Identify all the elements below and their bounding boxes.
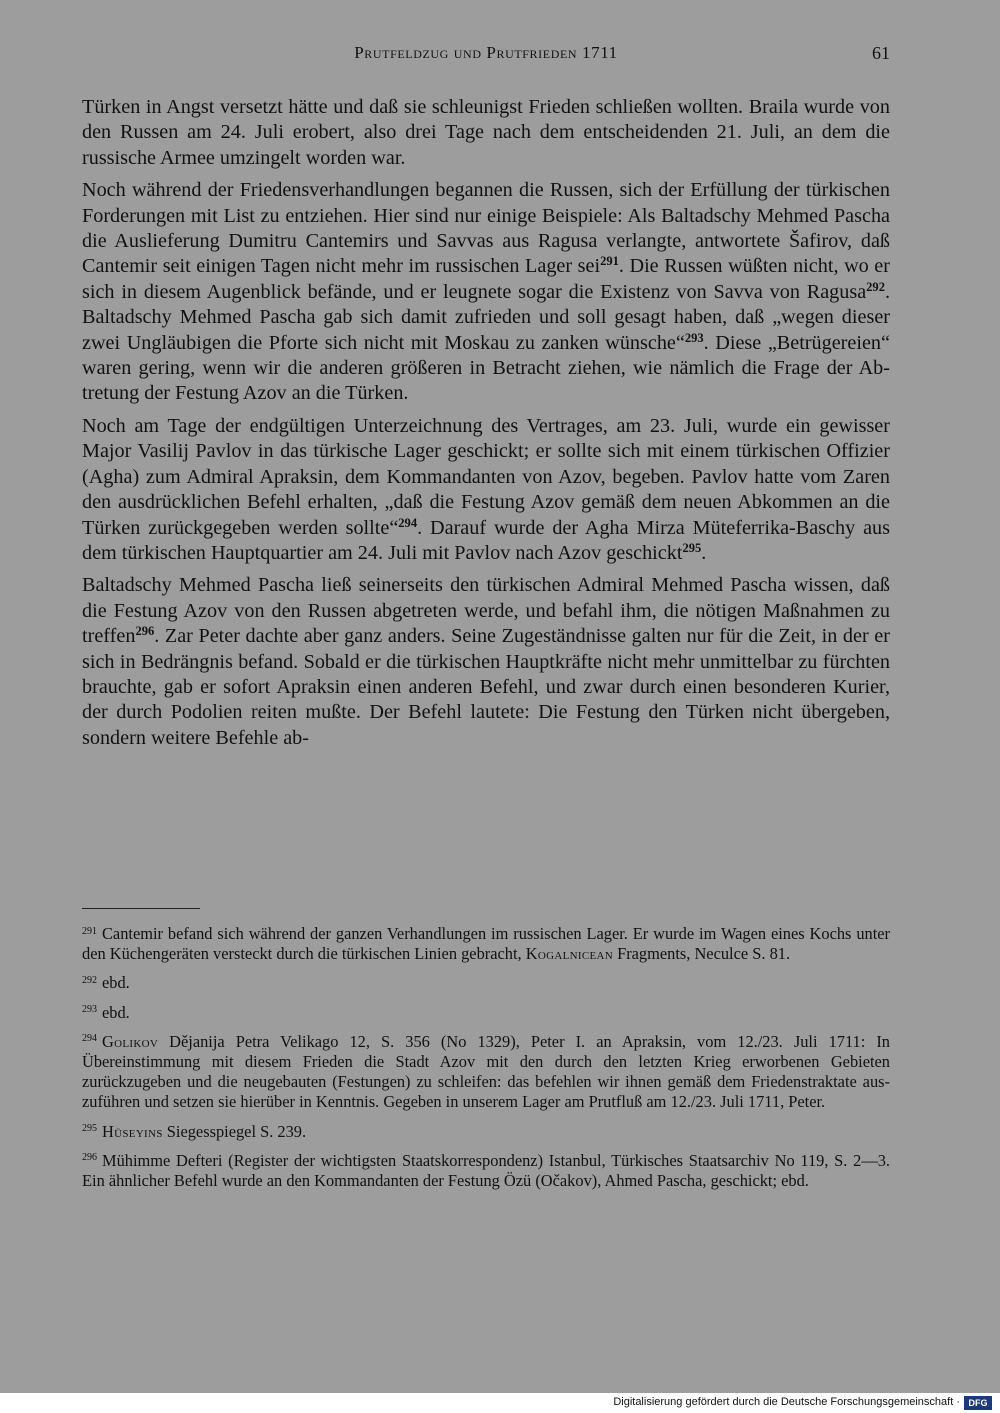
funding-notice: Digitalisierung gefördert durch die Deutsche Forschungsgemeinschaft · <box>613 1396 960 1408</box>
text-run: Baltadschy Mehmed Pascha ließ seinerseits den türkischen Admiral Mehmed Pascha wissen, daß die Festung Azov von den Russen abgetreten werde, und befahl ihm, die nötigen Maßnahmen zu treffen <box>82 574 890 648</box>
text-run: . Baltadschy Mehmed Pascha gab sich damit zufrieden und soll gesagt haben, daß „wegen dieser zwei Ungläubigen die Pforte sich nicht mit Moskau zu zanken wünsche“ <box>82 280 890 354</box>
paragraph <box>82 178 890 407</box>
text-run: ebd. <box>102 973 130 993</box>
footnote-number: 294 <box>82 1033 97 1045</box>
footnote-number: 291 <box>82 925 97 937</box>
text-run: Dějanija Petra Velikago 12, S. 356 (No 1329), Peter I. an Apraksin, vom 12./23. Juli 1711: In Übereinstimmung mit diesem Frieden die Stadt Azov mit den durch den letzten Krieg erworbenen Gebieten zurückzugeben und die neugebauten (Festungen) zu schleifen: das befehlen wir ihnen gemäß dem Friedenstraktate auszuführen und setzen sie hierüber in Kenntnis. Gegeben in unserem Lager am Prutfluß am 12./23. Juli 1711, Peter. <box>82 1031 890 1112</box>
footnote-reference: 294 <box>398 515 418 530</box>
text-run: Mühimme Defteri (Register der wichtigsten Staatskorrespondenz) Istanbul, Türkisches Staatsarchiv No 119, S. 2—3. Ein ähnlicher Befehl wurde an den Kommandanten der Festung Özü (Očakov), Ahmed Pascha, geschickt; ebd. <box>82 1150 890 1191</box>
footnote-separator <box>82 908 200 909</box>
dfg-logo-icon: DFG <box>964 1396 992 1410</box>
text-run: Türken in Angst versetzt hätte und daß sie schleunigst Frieden schließen wollten. Braila wurde von den Russen am 24. Juli erobert, also drei Tage nach dem entscheidenden 21. Juli, an dem die russische Armee umzingelt worden war. <box>82 96 890 169</box>
footnotes <box>82 924 890 1200</box>
footnote <box>82 1122 890 1142</box>
text-run: . Zar Peter dachte aber ganz anders. Seine Zugeständnisse galten nur für die Zeit, in der er sich in Bedrängnis befand. Sobald er die türkischen Hauptkräfte nicht mehr unmittelbar zu fürchten brauchte, gab er sofort Apraksin einen anderen Befehl, und zwar durch einen besonderen Kurier, der durch Podolien reiten mußte. Der Befehl lautete: Die Festung den Türken nicht übergeben, sondern weitere Befehle ab- <box>82 625 890 749</box>
footnote-number: 296 <box>82 1152 97 1164</box>
footnote <box>82 973 890 993</box>
footnote-number: 295 <box>82 1123 97 1135</box>
footnote-reference: 296 <box>135 624 155 639</box>
footnote <box>82 1151 890 1191</box>
author-name: Hüseyins <box>102 1121 163 1141</box>
text-run: . <box>701 541 707 564</box>
footnote-number: 293 <box>82 1004 97 1016</box>
footnote-reference: 291 <box>600 254 619 269</box>
footer-bar <box>0 1393 1000 1413</box>
text-run: Fragments, Neculce S. 81. <box>612 944 791 964</box>
footnote <box>82 1032 890 1113</box>
text-run: . Darauf wurde der Agha Mirza Müteferrika-Baschy aus dem türkischen Hauptquartier am 24. Juli mit Pavlov nach Azov geschickt <box>82 516 890 564</box>
footnote <box>82 1003 890 1023</box>
footnote-reference: 295 <box>682 541 702 556</box>
text-run: ebd. <box>102 1002 130 1022</box>
text-run: Cantemir befand sich während der ganzen Verhandlungen im russischen Lager. Er wurde im Wagen eines Kochs unter den Küchengeräten versteckt durch die türkischen Linien gebracht, <box>82 924 890 964</box>
footnote-reference: 292 <box>866 279 885 294</box>
text-run: Siegesspiegel S. 239. <box>162 1121 307 1141</box>
paragraph <box>82 414 890 566</box>
footnote-reference: 293 <box>684 330 704 345</box>
running-head <box>82 43 890 69</box>
body-text <box>82 95 890 758</box>
paragraph <box>82 95 890 171</box>
text-run: Noch während der Friedensverhandlungen begannen die Russen, sich der Erfüllung der türkischen Forderungen mit List zu entziehen. Hier sind nur einige Beispiele: Als Baltadschy Mehmed Pascha die Auslieferung Dumitru Cantemirs und Savvas aus Ragusa verlangte, antwortete Šafirov, daß Cantemir seit einigen Tagen nicht mehr im russischen Lager sei <box>82 179 890 278</box>
author-name: Kogalnicean <box>525 944 613 964</box>
paragraph <box>82 573 890 751</box>
running-title: Prutfeldzug und Prutfrieden 1711 <box>354 43 618 62</box>
footnote-number: 292 <box>82 974 97 986</box>
text-run: . Die Russen wüßten nicht, wo er sich in diesem Augenblick befände, und er leugnete sogar die Existenz von Savva von Ragusa <box>82 255 890 303</box>
author-name: Golikov <box>102 1031 159 1051</box>
text-run: . Diese „Betrügereien“ waren gering, wenn wir die anderen größeren in Betracht ziehen, wie nämlich die Frage der Abtretung der Festung Azov an die Türken. <box>82 331 890 405</box>
page-number: 61 <box>872 43 890 63</box>
footnote <box>82 924 890 964</box>
text-run: Noch am Tage der endgültigen Unterzeichnung des Vertrages, am 23. Juli, wurde ein gewisser Major Vasilij Pavlov in das türkische Lager geschickt; er sollte sich mit einem türkischen Offizier (Agha) zum Admiral Apraksin, dem Kommandanten von Azov, begeben. Pavlov hatte vom Zaren den ausdrücklichen Befehl erhalten, „daß die Festung Azov gemäß dem neuen Abkommen an die Türken zurückgegeben werden sollte“ <box>82 414 890 539</box>
